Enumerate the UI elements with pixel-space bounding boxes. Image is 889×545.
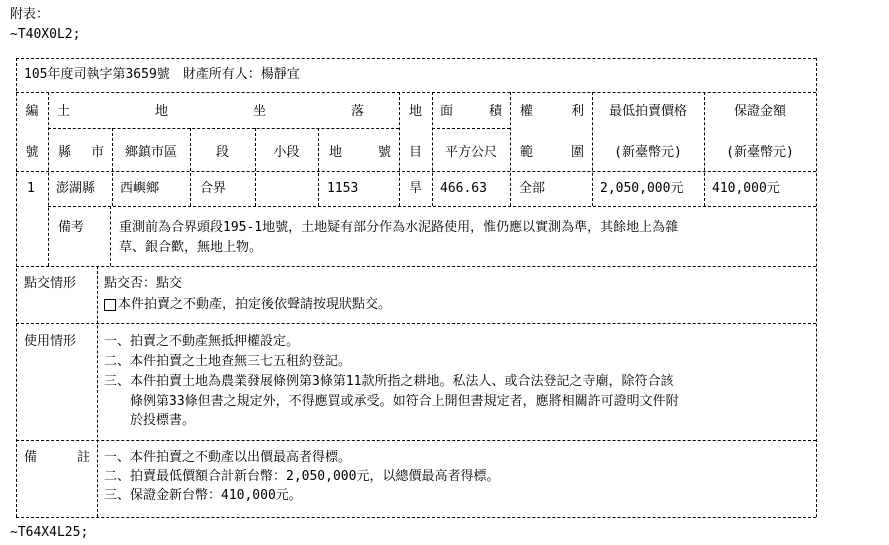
header-land-category: 地 [408,104,422,119]
remark-label: 備考 [58,220,85,235]
header-land-use: 目 [408,145,422,160]
header-township: 鄉鎮市區 [124,145,177,160]
header-area-unit: 平方公尺 [444,145,497,160]
format-code-top: ~T40X0L2; [10,27,81,42]
cell-min-price: 2,050,000元 [600,181,684,196]
usage-line-2: 二、本件拍賣之土地查無三七五租約登記。 [104,354,352,369]
cell-deposit: 410,000元 [712,181,780,196]
cell-lot-number: 1153 [327,181,359,196]
handover-line-2: 本件拍賣之不動產，拍定後依聲請按現狀點交。 [104,297,391,312]
format-code-bottom: ~T64X4L25; [10,525,89,540]
notes-line-1: 一、本件拍賣之不動產以出價最高者得標。 [104,450,352,465]
usage-label: 使用情形 [24,334,77,349]
cell-county: 澎湖縣 [56,181,96,196]
cell-no: 1 [27,181,35,196]
header-lot-number: 地 號 [329,145,391,160]
header-no: 編 [25,104,39,119]
header-scope: 範 圍 [520,145,584,160]
header-area: 面 積 [440,104,502,119]
notes-line-2: 二、拍賣最低價額合計新台幣：2,050,000元，以總價最高者得標。 [104,469,500,484]
usage-line-1: 一、拍賣之不動產無抵押權設定。 [104,334,300,349]
remark-line-2: 草、銀合歡，無地上物。 [119,240,263,255]
handover-label: 點交情形 [24,276,77,291]
checkbox-icon [104,299,116,311]
cell-area: 466.63 [440,181,487,196]
attachment-label: 附表： [10,7,50,22]
notes-line-3: 三、保證金新台幣：410,000元。 [104,488,302,503]
header-subsection: 小段 [273,145,300,160]
usage-line-5: 於投標書。 [104,413,196,428]
cell-land-use: 旱 [409,181,423,196]
header-location: 土 地 坐 落 [57,104,364,119]
header-min-price-unit: (新臺幣元) [614,145,682,160]
header-min-price: 最低拍賣價格 [608,104,687,119]
case-number: 105年度司執字第3659號 財產所有人：楊靜宜 [24,67,300,82]
header-rights: 權 利 [520,104,584,119]
usage-line-4: 條例第33條但書之規定外，不得應買或承受。如符合上開但書規定者，應將相關許可證明文件附 [104,394,679,409]
usage-line-3: 三、本件拍賣土地為農業發展條例第3條第11款所指之耕地。私法人、或合法登記之寺廟，除符合該 [104,374,674,389]
cell-township: 西嶼鄉 [120,181,160,196]
cell-section: 合界 [200,181,227,196]
handover-line-1: 點交否：點交 [104,276,183,291]
header-deposit: 保證金額 [733,104,786,119]
header-section: 段 [215,145,229,160]
remark-line-1: 重測前為合界頭段195-1地號，土地疑有部分作為水泥路使用，惟仍應以實測為準，其餘地上為雜 [119,220,679,235]
cell-scope: 全部 [519,181,546,196]
header-no-2: 號 [25,145,39,160]
notes-label: 備 註 [24,450,90,465]
header-deposit-unit: (新臺幣元) [726,145,794,160]
header-county: 縣 市 [58,145,104,160]
